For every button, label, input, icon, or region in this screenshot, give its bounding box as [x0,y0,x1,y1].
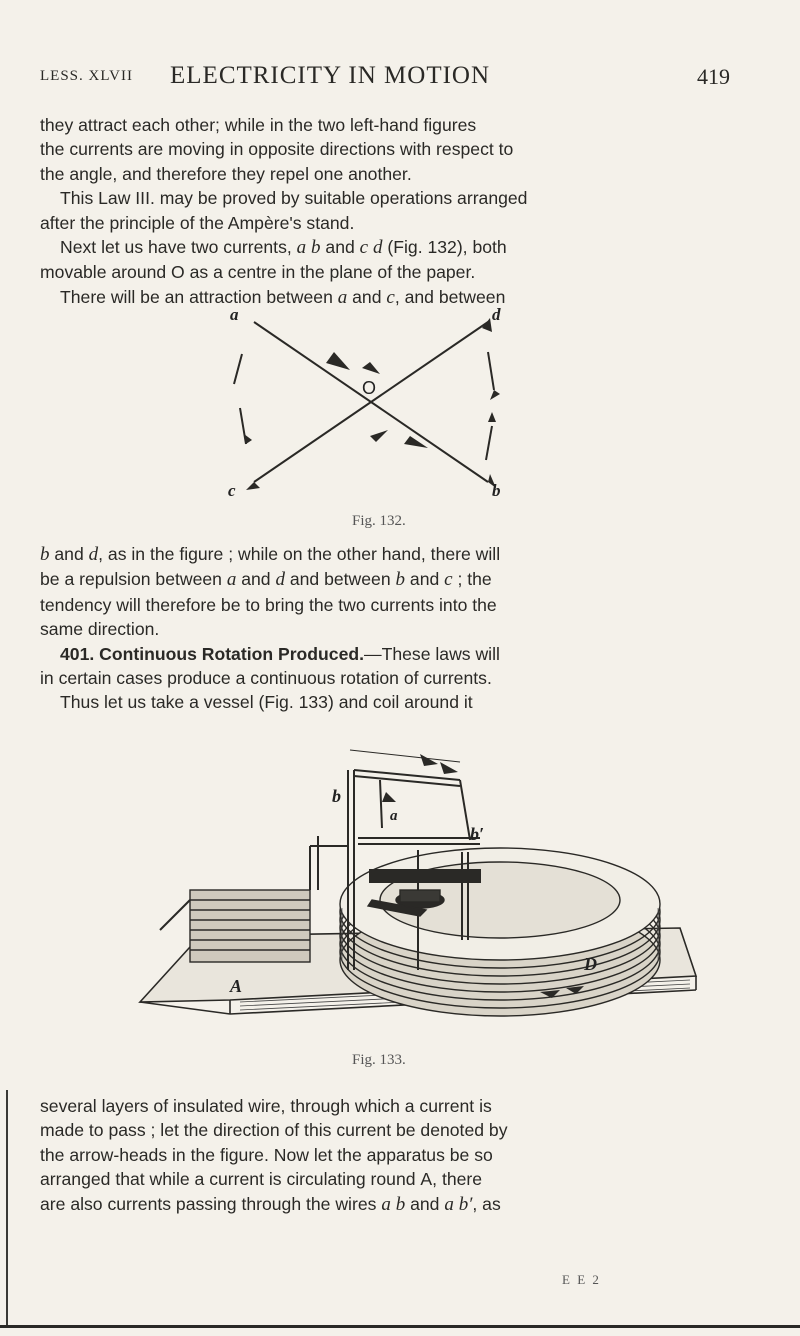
label-c: c [228,481,236,500]
page-edge-shadow [6,1090,8,1326]
label-a: a [390,808,398,824]
arrow-upper-left [326,352,350,370]
arrow-upper-right [362,362,380,374]
label-b: b [332,786,341,806]
paragraph-3: several layers of insulated wire, through which a current is made to pass ; let the direction of this current be denoted by the arrow-heads in the figure. Now let the apparatus be so arranged that while a current is circulating round A, there are also currents passing through the wires a b and a b′, as [40,1096,508,1215]
section-number: 401. [60,643,95,664]
label-b: b [492,481,501,500]
arrow-b-tick [488,412,496,422]
signature-mark: E E 2 [562,1272,601,1287]
arrow-top-2 [440,762,458,774]
arrow-c [246,482,260,490]
figure-132-caption: Fig. 132. [352,513,406,529]
label-a: a [230,308,239,324]
label-d: d [492,308,501,324]
page-number: 419 [697,64,730,89]
figure-133-illustration [120,740,710,1040]
section-title: Continuous Rotation Produced. [99,643,365,664]
arrow-top-1 [420,754,438,766]
arrow-lower-left [370,430,388,442]
label-big-a: A [230,976,243,996]
label-o: O [362,378,377,398]
arrow-d-tick [490,390,500,400]
page-title: ELECTRICITY IN MOTION [170,62,491,89]
block-a [190,890,310,962]
tick-b [486,426,492,460]
arrow-a [382,792,396,802]
figure-132-diagram [220,308,510,508]
tick-a [234,354,242,384]
bottom-rule [0,1325,800,1328]
paragraph-1: they attract each other; while in the two left-hand figures the currents are moving in opposite directions with respect to the angle, and therefore they repel one another. This Law III. may be proved by suitable operations arranged after the principle of the Ampère's stand. Next let us have two currents, a b and c d (Fig. 132), both movable around O as a centre in the plane of the paper. There will be an attraction between a and c, and between [40,115,528,308]
lesson-number: LESS. XLVII [40,68,133,84]
paragraph-2: b and d, as in the figure ; while on the other hand, there will be a repulsion between a and d and between b and c ; the tendency will therefore be to bring the two currents into the same direction. 401. Continuous Rotation Produced.—These laws will in certain cases produce a continuous rotation of currents. Thus let us take a vessel (Fig. 133) and coil around it [40,544,501,713]
running-header [40,62,730,96]
label-b-prime: b′ [470,824,485,844]
label-big-d: D [584,954,597,974]
tick-d [488,352,494,390]
figure-133-caption: Fig. 133. [352,1052,406,1068]
